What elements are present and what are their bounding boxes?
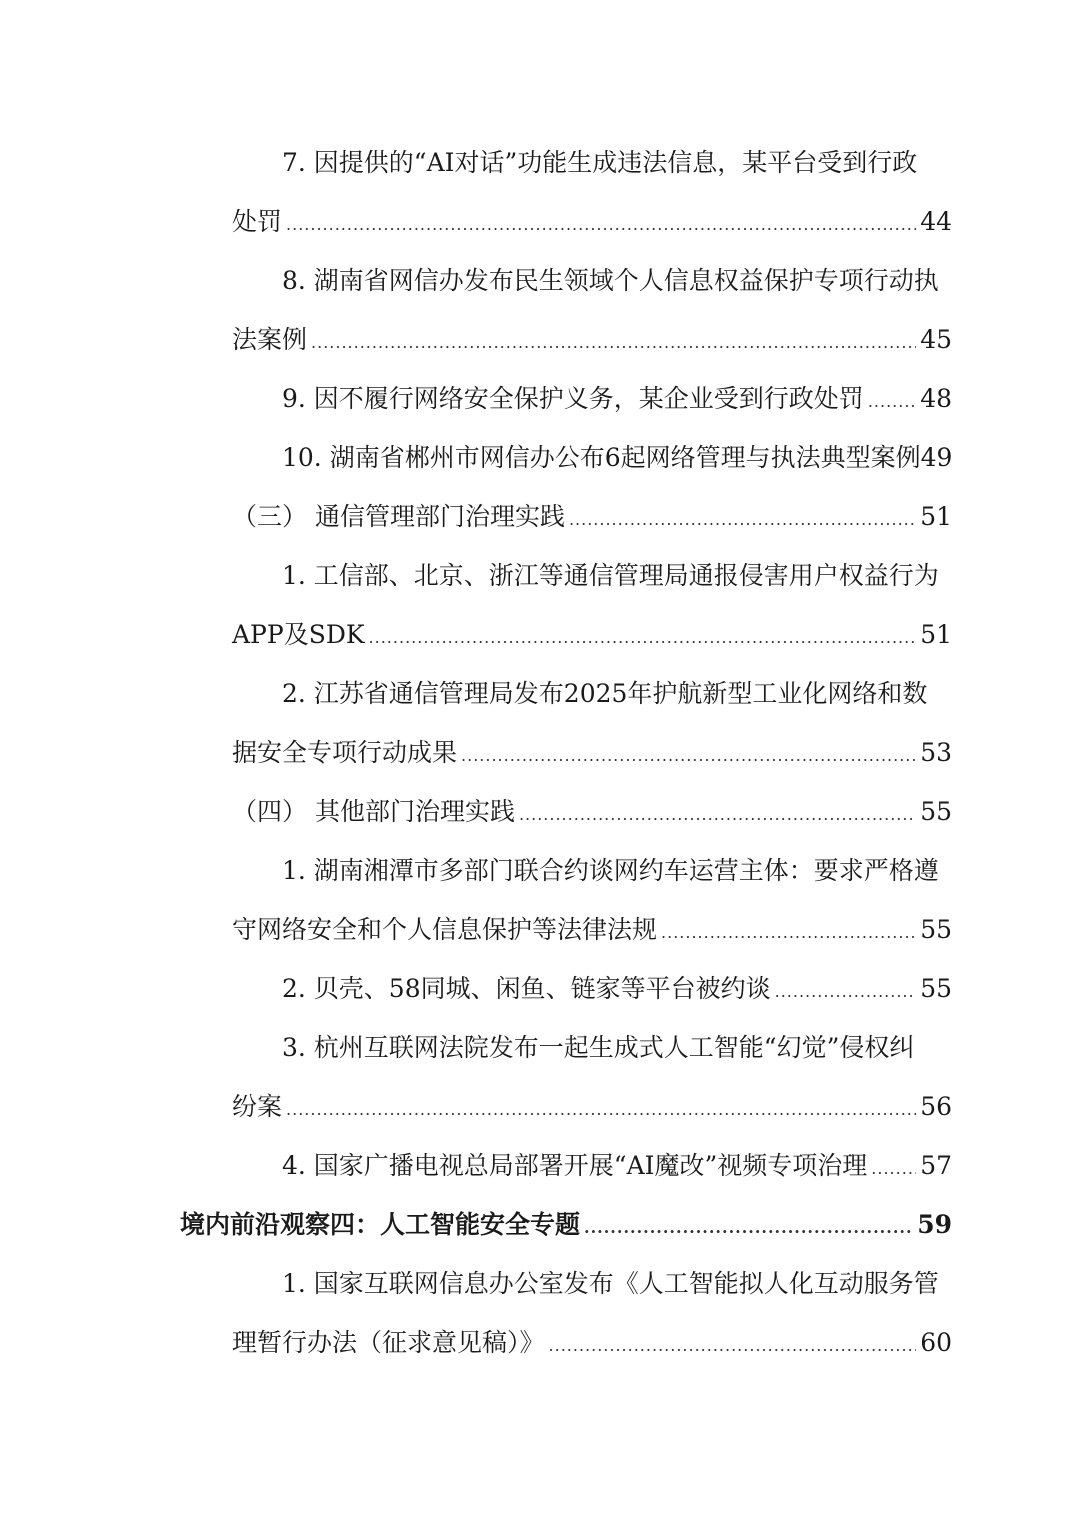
toc-section-3[interactable] [232, 500, 952, 537]
leader-dots [871, 1152, 916, 1186]
leader-dots [549, 1329, 917, 1363]
toc-entry-3-1-line2[interactable] [232, 618, 952, 655]
toc-entry-4-3-line1[interactable] [282, 1031, 952, 1065]
page-number: 51 [920, 502, 952, 531]
toc-entry-text: 2. 贝壳、58同城、闲鱼、链家等平台被约谈 [282, 974, 771, 1003]
leader-dots [519, 798, 916, 832]
leader-dots [775, 975, 917, 1009]
toc-entry-4-3-line2[interactable] [232, 1090, 952, 1127]
page-number: 56 [920, 1092, 952, 1121]
toc-entry-4-2[interactable] [282, 972, 952, 1009]
toc-entry-text: 10. 湖南省郴州市网信办公布6起网络管理与执法典型案例49 [282, 443, 953, 472]
toc-entry-7-line1[interactable] [282, 146, 952, 180]
toc-entry-text: （四） 其他部门治理实践 [232, 797, 515, 826]
toc-entry-text: 理暂行办法（征求意见稿）》 [232, 1328, 545, 1357]
toc-entry-9[interactable] [282, 382, 952, 419]
page-number: 55 [920, 915, 952, 944]
toc-entry-ch4-1-line1[interactable] [282, 1267, 952, 1301]
toc-chapter-4[interactable] [180, 1208, 952, 1245]
toc-entry-text: 守网络安全和个人信息保护等法律法规 [232, 915, 658, 944]
toc-entry-8-line1[interactable] [282, 264, 952, 298]
toc-entry-4-1-line2[interactable] [232, 913, 952, 950]
toc-entry-text: 据安全专项行动成果 [232, 738, 458, 767]
page-number: 51 [920, 620, 952, 649]
leader-dots [569, 503, 916, 537]
toc-entry-10[interactable] [282, 441, 970, 475]
toc-entry-text: 法案例 [232, 325, 308, 354]
leader-dots [311, 326, 916, 360]
leader-dots [286, 1093, 916, 1127]
toc-entry-4-1-line1[interactable] [282, 854, 952, 888]
toc-entry-7-line2[interactable] [232, 205, 952, 242]
toc-entry-text: 7. 因提供的“AI对话”功能生成违法信息，某平台受到行政 [282, 148, 918, 177]
leader-dots [584, 1211, 913, 1245]
toc-entry-text: 2. 江苏省通信管理局发布2025年护航新型工业化网络和数 [282, 679, 928, 708]
page-number: 48 [920, 384, 952, 413]
page-number: 60 [920, 1328, 952, 1357]
toc-entry-text: （三） 通信管理部门治理实践 [232, 502, 565, 531]
toc-entry-text: 1. 湖南湘潭市多部门联合约谈网约车运营主体：要求严格遵 [282, 856, 939, 885]
toc-entry-text: 9. 因不履行网络安全保护义务，某企业受到行政处罚 [282, 384, 864, 413]
page-number: 53 [920, 738, 952, 767]
toc-entry-text: APP及SDK [232, 620, 365, 649]
toc-section-4[interactable] [232, 795, 952, 832]
page-number: 44 [920, 207, 952, 236]
page-number: 55 [920, 974, 952, 1003]
leader-dots [286, 208, 916, 242]
page-number: 55 [920, 797, 952, 826]
toc-entry-text: 4. 国家广播电视总局部署开展“AI魔改”视频专项治理 [282, 1151, 868, 1180]
toc-entry-text: 3. 杭州互联网法院发布一起生成式人工智能“幻觉”侵权纠 [282, 1033, 915, 1062]
toc-entry-text: 纷案 [232, 1092, 283, 1121]
toc-entry-text: 处罚 [232, 207, 283, 236]
toc-entry-3-2-line2[interactable] [232, 736, 952, 773]
toc-entry-text: 境内前沿观察四：人工智能安全专题 [180, 1210, 581, 1239]
page-number: 59 [917, 1210, 952, 1239]
page-number: 57 [920, 1151, 952, 1180]
leader-dots [369, 621, 917, 655]
toc-entry-text: 8. 湖南省网信办发布民生领域个人信息权益保护专项行动执 [282, 266, 939, 295]
page-number: 45 [920, 325, 952, 354]
leader-dots [461, 739, 916, 773]
toc-entry-8-line2[interactable] [232, 323, 952, 360]
leader-dots [868, 385, 916, 419]
toc-entry-text: 1. 国家互联网信息办公室发布《人工智能拟人化互动服务管 [282, 1269, 939, 1298]
toc-entry-text: 1. 工信部、北京、浙江等通信管理局通报侵害用户权益行为 [282, 561, 939, 590]
leader-dots [661, 916, 916, 950]
toc-entry-ch4-1-line2[interactable] [232, 1326, 952, 1363]
toc-entry-4-4[interactable] [282, 1149, 952, 1186]
toc-entry-3-2-line1[interactable] [282, 677, 952, 711]
toc-entry-3-1-line1[interactable] [282, 559, 952, 593]
